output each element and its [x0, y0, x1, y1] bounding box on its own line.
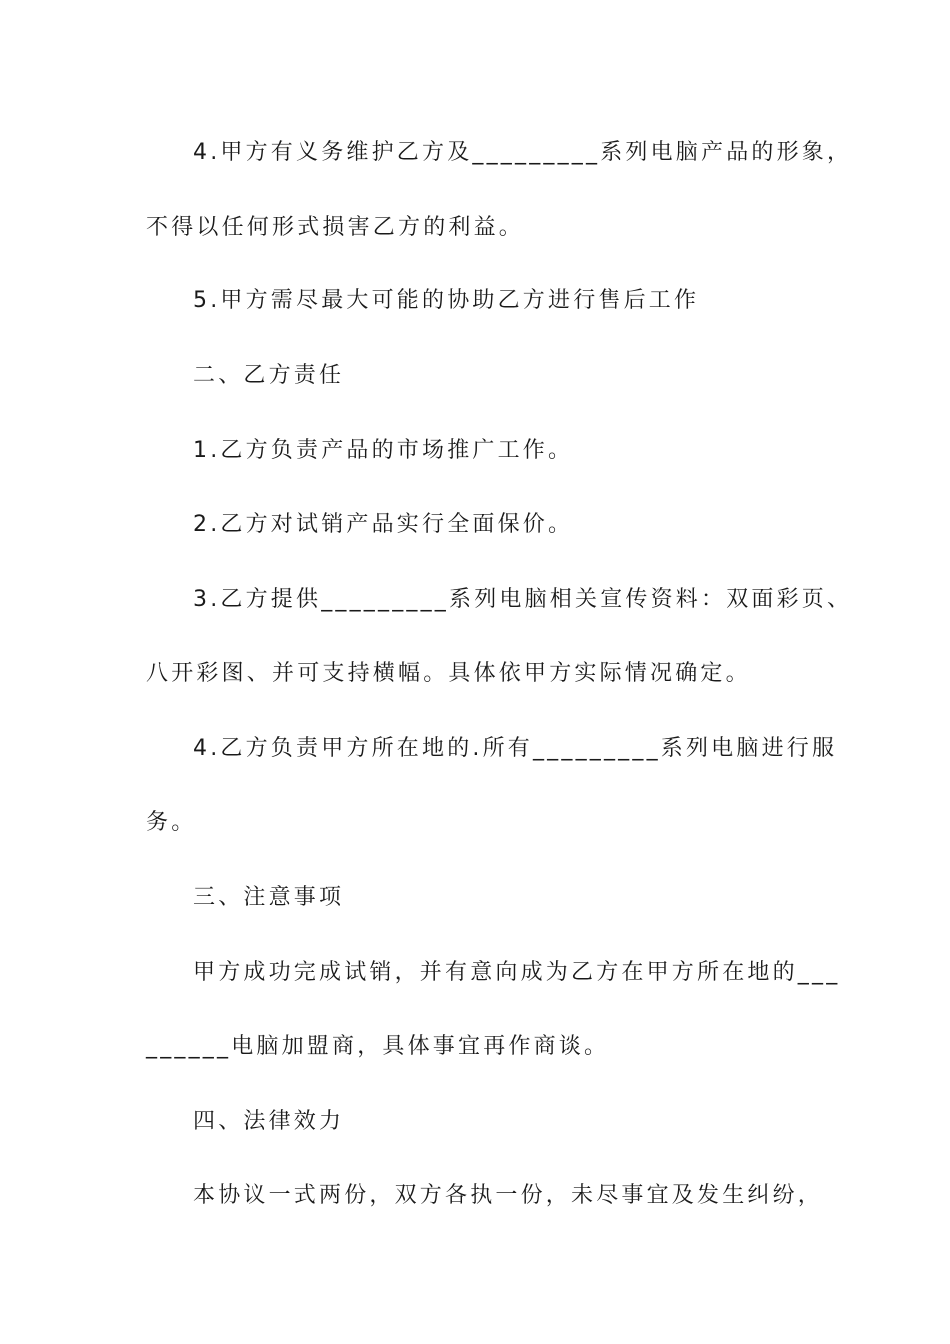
legal-effect-line-1: 本协议一式两份，双方各执一份，未尽事宜及发生纠纷，: [193, 1183, 824, 1208]
section-heading-3: 三、注意事项: [193, 885, 345, 910]
section-heading-4: 四、法律效力: [193, 1109, 345, 1134]
clause-b-4-line-2: 务。: [146, 810, 197, 835]
clause-a-4-line-1: 4.甲方有义务维护乙方及_________系列电脑产品的形象，: [193, 140, 853, 165]
clause-a-5: 5.甲方需尽最大可能的协助乙方进行售后工作: [193, 288, 700, 313]
clause-b-2: 2.乙方对试销产品实行全面保价。: [193, 512, 574, 537]
clause-a-4-line-2: 不得以任何形式损害乙方的利益。: [146, 215, 525, 240]
clause-b-3-line-1: 3.乙方提供_________系列电脑相关宣传资料：双面彩页、: [193, 587, 853, 612]
section-heading-2: 二、乙方责任: [193, 363, 345, 388]
clause-b-3-line-2: 八开彩图、并可支持横幅。具体依甲方实际情况确定。: [146, 661, 751, 686]
notice-line-2: ______电脑加盟商，具体事宜再作商谈。: [146, 1034, 610, 1059]
clause-b-1: 1.乙方负责产品的市场推广工作。: [193, 438, 574, 463]
clause-b-4-line-1: 4.乙方负责甲方所在地的.所有_________系列电脑进行服: [193, 736, 838, 761]
notice-line-1: 甲方成功完成试销，并有意向成为乙方在甲方所在地的___: [193, 960, 841, 985]
